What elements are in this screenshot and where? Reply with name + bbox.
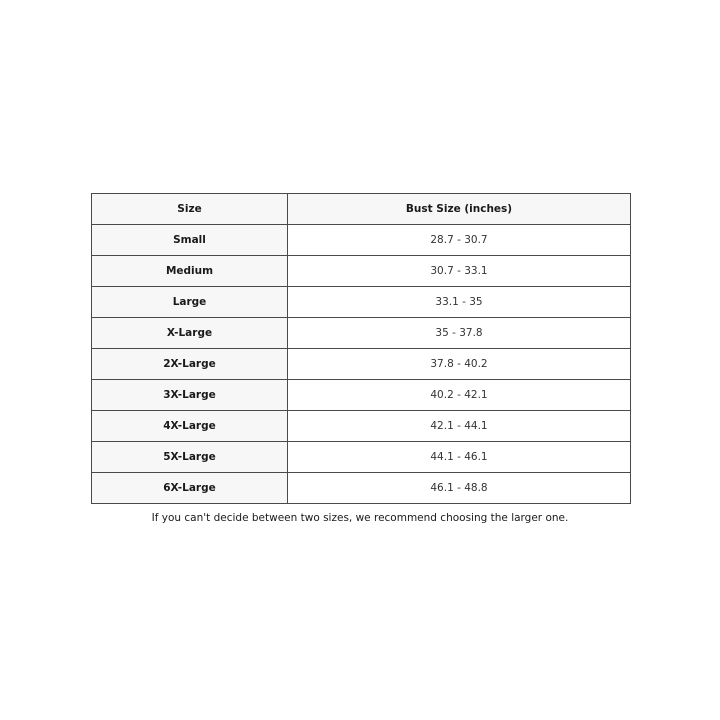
table-row [92,442,631,473]
size-cell: 5X-Large [92,442,288,473]
table-row [92,411,631,442]
size-cell: Medium [92,256,288,287]
table-row [92,473,631,504]
bust-cell: 33.1 - 35 [288,287,631,318]
size-cell: 3X-Large [92,380,288,411]
header-size: Size [92,194,288,225]
table-row [92,225,631,256]
table-row [92,380,631,411]
bust-cell: 46.1 - 48.8 [288,473,631,504]
table-row [92,287,631,318]
size-chart-table [91,193,631,504]
size-cell: 4X-Large [92,411,288,442]
size-cell: 6X-Large [92,473,288,504]
table-row [92,349,631,380]
table-row [92,318,631,349]
header-bust-size: Bust Size (inches) [288,194,631,225]
bust-cell: 42.1 - 44.1 [288,411,631,442]
bust-cell: 30.7 - 33.1 [288,256,631,287]
size-cell: Large [92,287,288,318]
bust-cell: 40.2 - 42.1 [288,380,631,411]
size-cell: X-Large [92,318,288,349]
bust-cell: 44.1 - 46.1 [288,442,631,473]
size-cell: 2X-Large [92,349,288,380]
table-header-row [92,194,631,225]
bust-cell: 37.8 - 40.2 [288,349,631,380]
table-row [92,256,631,287]
size-cell: Small [92,225,288,256]
bust-cell: 28.7 - 30.7 [288,225,631,256]
bust-cell: 35 - 37.8 [288,318,631,349]
size-recommendation-note: If you can't decide between two sizes, we recommend choosing the larger one. [151,512,569,524]
